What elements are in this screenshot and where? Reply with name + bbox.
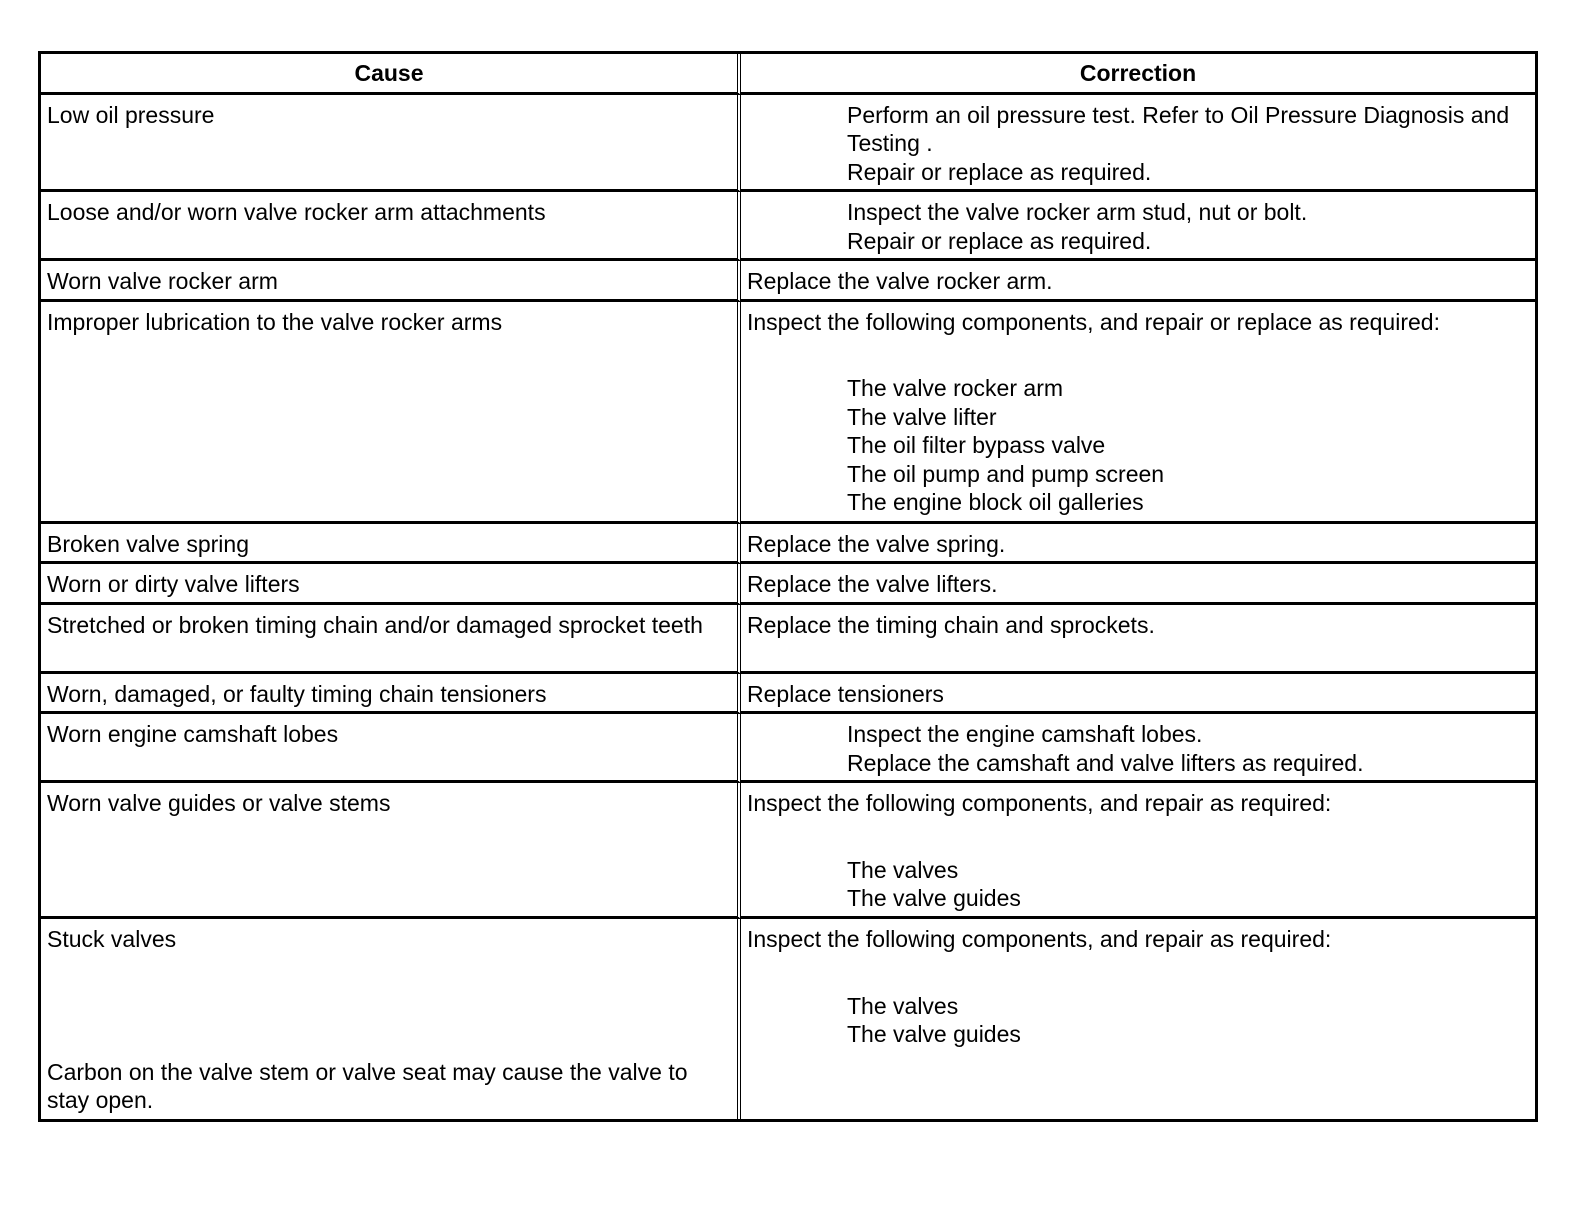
cause-cell [41,919,741,1119]
diagnostic-table [38,51,1538,1122]
correction-item: The valves [847,856,959,883]
correction-item: The valve guides [847,1021,1021,1047]
correction-text: Inspect the following components, and repair as required: [747,926,1332,952]
correction-cell [741,192,1535,261]
correction-item: The valve guides [847,885,1021,911]
correction-item: Inspect the valve rocker arm stud, nut or bolt. [847,199,1308,225]
cause-text: Worn valve rocker arm [47,268,278,294]
cause-cell [41,192,741,261]
correction-cell [741,524,1535,565]
cause-text: Worn valve guides or valve stems [47,790,391,816]
table-row [41,564,1535,605]
cause-cell [41,605,741,674]
correction-item: The valves [847,992,959,1019]
diagnostic-table-wrapper [38,51,1538,1122]
cause-cell [41,302,741,524]
cause-cell [41,564,741,605]
correction-item: The engine block oil galleries [847,489,1144,515]
correction-item: Repair or replace as required. [847,158,1152,185]
table-row [41,192,1535,261]
header-correction: Correction [741,54,1535,95]
correction-cell [741,714,1535,783]
correction-text: Inspect the following components, and repair or replace as required: [747,308,1440,335]
correction-item: The valve rocker arm [847,375,1064,401]
cause-text: Broken valve spring [47,530,249,557]
cause-cell [41,95,741,193]
correction-cell [741,302,1535,524]
table-row [41,261,1535,302]
correction-item: Repair or replace as required. [847,227,1152,254]
table-row [41,919,1535,1119]
correction-text: Inspect the following components, and repair as required: [747,790,1332,816]
table-row [41,674,1535,715]
correction-item: The oil pump and pump screen [847,460,1165,487]
correction-text: Replace the valve spring. [747,530,1006,557]
cause-text: Loose and/or worn valve rocker arm attachments [47,199,546,225]
correction-item: The oil filter bypass valve [847,432,1106,458]
cause-text: Low oil pressure [47,101,215,128]
cause-text: Improper lubrication to the valve rocker arms [47,308,503,335]
cause-cell [41,261,741,302]
correction-item: The valve lifter [847,403,997,430]
correction-item: Perform an oil pressure test. Refer to Oil Pressure Diagnosis and Testing . [847,101,1510,156]
table-row [41,714,1535,783]
table-row [41,524,1535,565]
table-header-row [41,54,1535,95]
cause-text: Stretched or broken timing chain and/or damaged sprocket teeth [47,611,703,638]
cause-cell [41,674,741,715]
correction-cell [741,783,1535,919]
table-row [41,302,1535,524]
correction-item: Replace the camshaft and valve lifters as required. [847,749,1364,776]
cause-text: Stuck valves [47,926,177,952]
cause-cell [41,783,741,919]
cause-text: Worn, damaged, or faulty timing chain tensioners [47,680,547,707]
correction-text: Replace the timing chain and sprockets. [747,611,1155,638]
table-row [41,783,1535,919]
table-row [41,95,1535,193]
correction-cell [741,261,1535,302]
cause-text: Worn engine camshaft lobes [47,721,339,747]
header-cause: Cause [41,54,741,95]
cause-text: Worn or dirty valve lifters [47,571,300,597]
correction-cell [741,605,1535,674]
correction-text: Replace the valve rocker arm. [747,268,1053,294]
cause-note: Carbon on the valve stem or valve seat may cause the valve to stay open. [47,1058,694,1113]
correction-cell [741,674,1535,715]
correction-cell [741,919,1535,1119]
correction-text: Replace the valve lifters. [747,571,998,597]
correction-item: Inspect the engine camshaft lobes. [847,721,1203,747]
correction-cell [741,95,1535,193]
cause-cell [41,524,741,565]
table-row [41,605,1535,674]
cause-cell [41,714,741,783]
correction-cell [741,564,1535,605]
correction-text: Replace tensioners [747,680,944,707]
